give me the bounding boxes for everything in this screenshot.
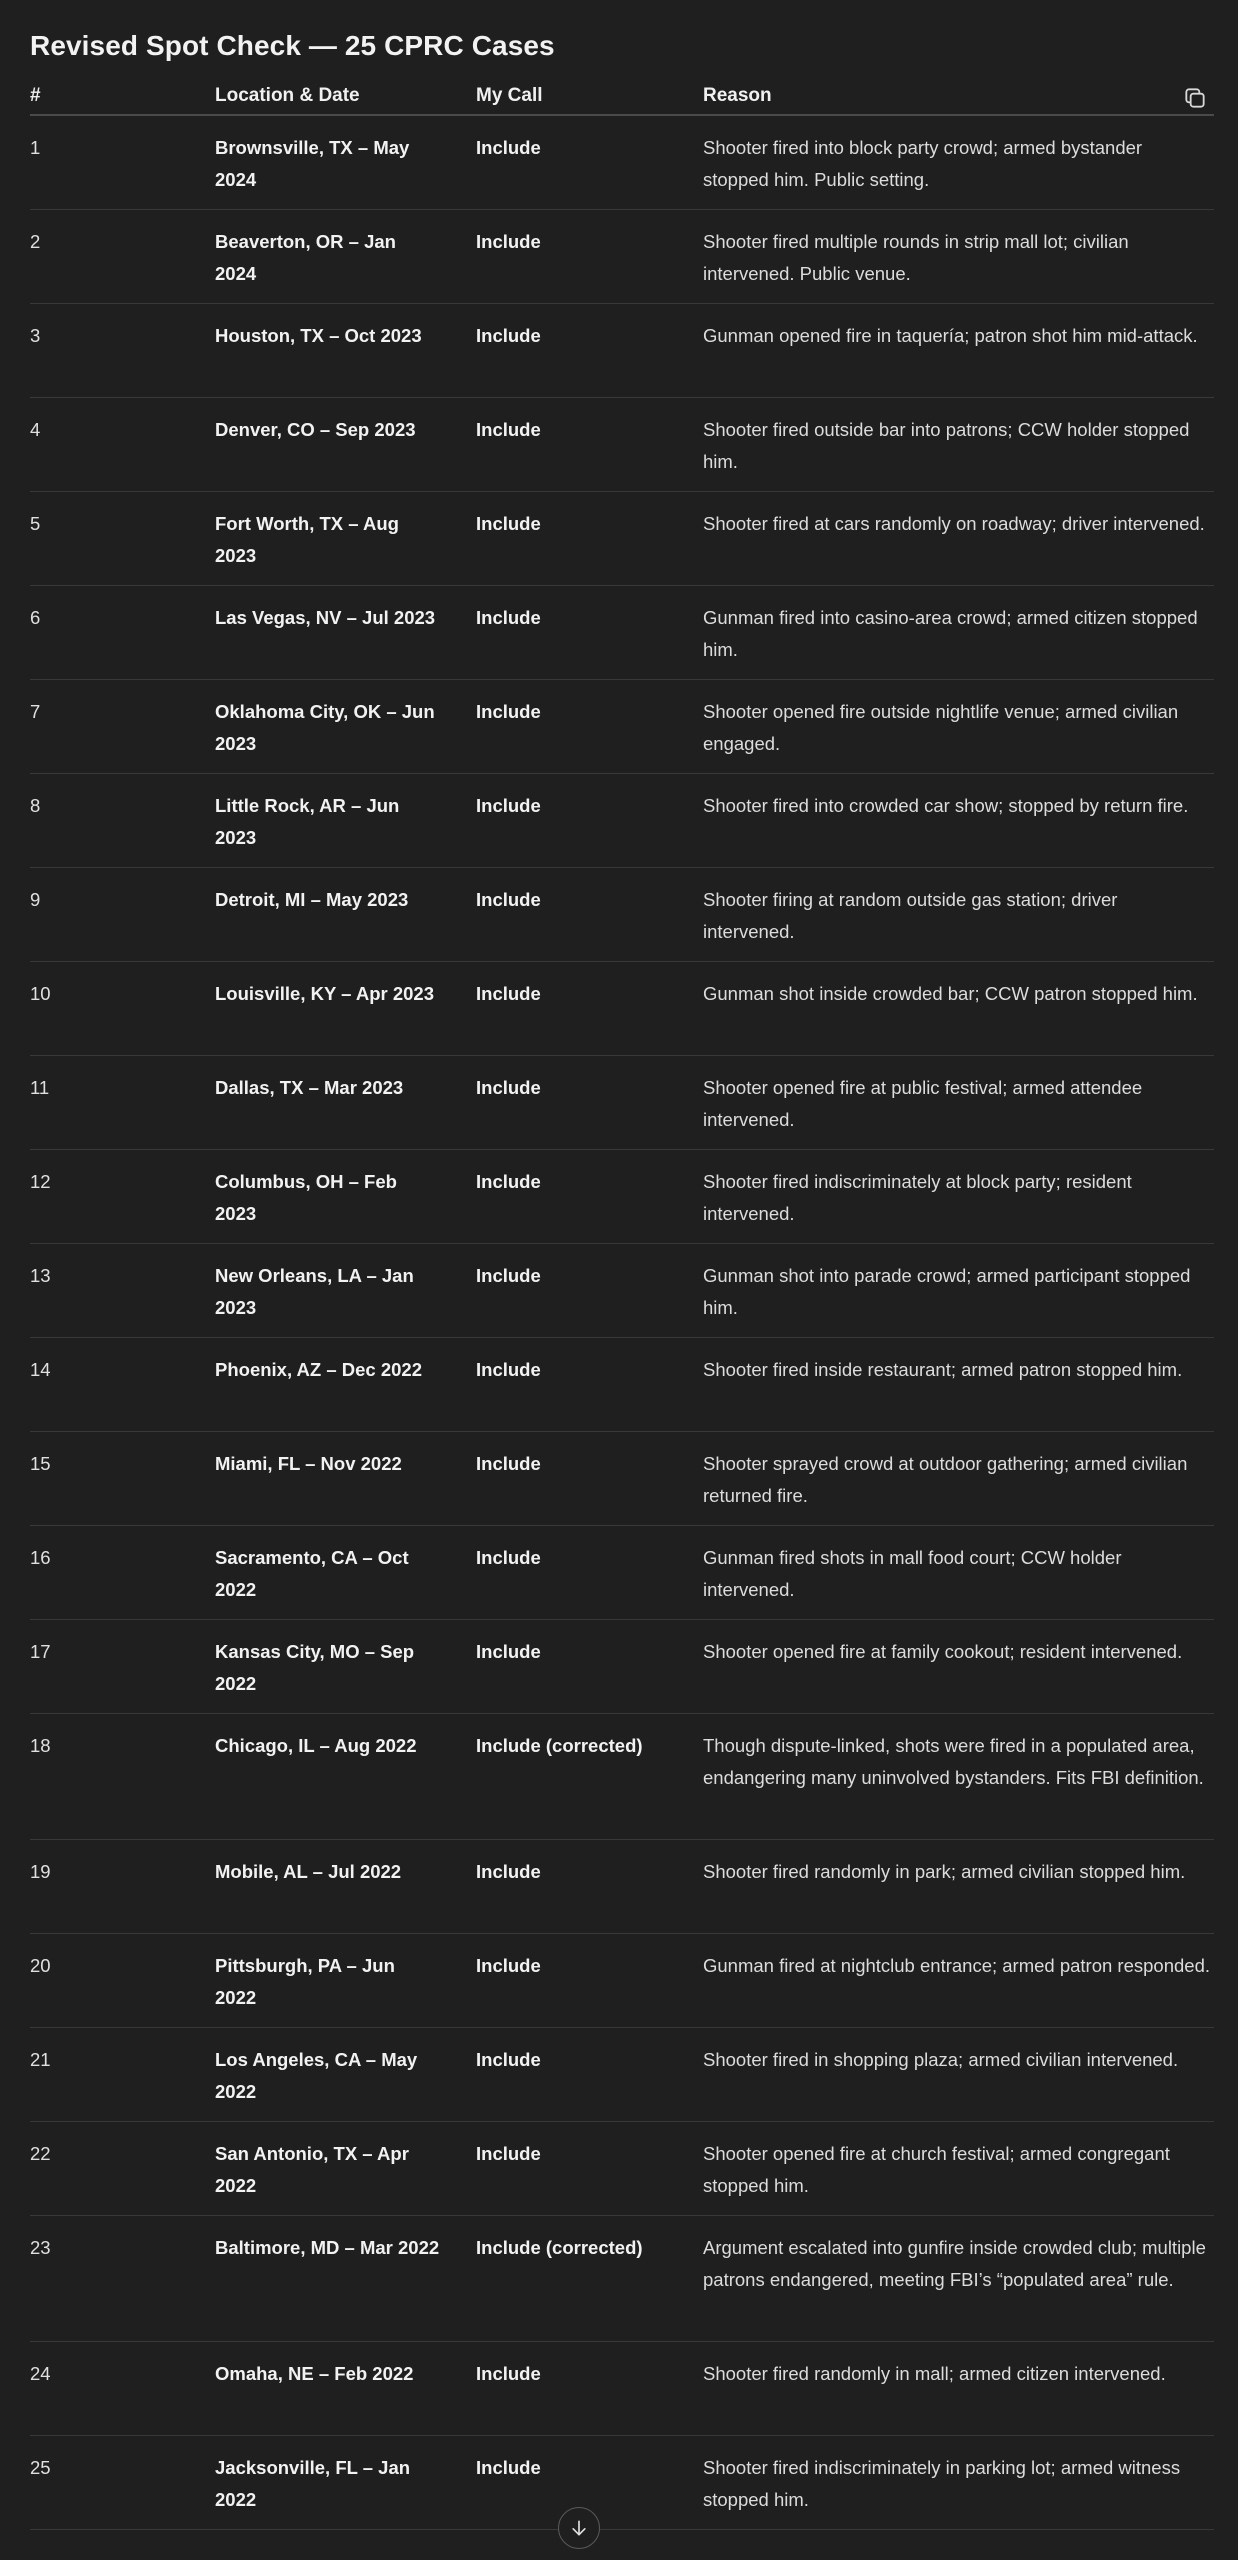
table-row [30, 398, 1214, 492]
row-call: Include [476, 1453, 541, 1474]
row-reason: Shooter opened fire outside nightlife venue; armed civilian engaged. [703, 701, 1179, 754]
table-row [30, 1934, 1214, 2028]
row-location: Mobile, AL – Jul 2022 [215, 1861, 402, 1882]
row-call: Include [476, 1077, 541, 1098]
row-call: Include [476, 2457, 541, 2478]
row-number: 24 [30, 2363, 51, 2384]
row-location: Phoenix, AZ – Dec 2022 [215, 1359, 423, 1380]
row-call: Include (corrected) [476, 1735, 643, 1756]
row-reason: Though dispute-linked, shots were fired in a populated area, endangering many uninvolved bystanders. Fits FBI definition. [703, 1735, 1204, 1788]
row-number: 17 [30, 1641, 51, 1662]
row-number: 13 [30, 1265, 51, 1286]
table-header [30, 80, 1214, 116]
row-call: Include [476, 795, 541, 816]
row-reason: Shooter fired in shopping plaza; armed civilian intervened. [703, 2049, 1179, 2070]
row-location: Brownsville, TX – May 2024 [215, 137, 410, 190]
row-location: Oklahoma City, OK – Jun 2023 [215, 701, 435, 754]
row-number: 22 [30, 2143, 51, 2164]
table-row [30, 586, 1214, 680]
row-reason: Gunman shot into parade crowd; armed participant stopped him. [703, 1265, 1191, 1318]
row-location: Dallas, TX – Mar 2023 [215, 1077, 404, 1098]
table-row [30, 2216, 1214, 2342]
row-reason: Shooter sprayed crowd at outdoor gathering; armed civilian returned fire. [703, 1453, 1188, 1506]
table-row [30, 680, 1214, 774]
row-call: Include [476, 1641, 541, 1662]
row-reason: Gunman opened fire in taquería; patron shot him mid-attack. [703, 325, 1198, 346]
row-call: Include [476, 513, 541, 534]
table-row [30, 1150, 1214, 1244]
table-row [30, 492, 1214, 586]
table-row [30, 210, 1214, 304]
row-number: 23 [30, 2237, 51, 2258]
row-call: Include [476, 1955, 541, 1976]
row-number: 1 [30, 137, 41, 158]
table-row [30, 1244, 1214, 1338]
row-call: Include [476, 2143, 541, 2164]
row-reason: Gunman fired shots in mall food court; CCW holder intervened. [703, 1547, 1122, 1600]
row-location: Louisville, KY – Apr 2023 [215, 983, 435, 1004]
row-number: 8 [30, 795, 41, 816]
copy-table-button[interactable] [1182, 85, 1208, 111]
arrow-down-icon [569, 2518, 589, 2538]
copy-icon [1182, 85, 1208, 111]
row-number: 3 [30, 325, 41, 346]
row-number: 25 [30, 2457, 51, 2478]
row-reason: Shooter opened fire at church festival; armed congregant stopped him. [703, 2143, 1170, 2196]
row-number: 18 [30, 1735, 51, 1756]
row-call: Include [476, 1547, 541, 1568]
row-number: 5 [30, 513, 41, 534]
table-row [30, 1338, 1214, 1432]
row-location: Las Vegas, NV – Jul 2023 [215, 607, 436, 628]
row-location: San Antonio, TX – Apr 2022 [215, 2143, 409, 2196]
table-row [30, 2122, 1214, 2216]
row-reason: Shooter firing at random outside gas station; driver intervened. [703, 889, 1118, 942]
table-row [30, 868, 1214, 962]
table-row [30, 2028, 1214, 2122]
row-call: Include [476, 1861, 541, 1882]
row-reason: Shooter fired multiple rounds in strip mall lot; civilian intervened. Public venue. [703, 231, 1129, 284]
row-location: New Orleans, LA – Jan 2023 [215, 1265, 414, 1318]
row-number: 9 [30, 889, 41, 910]
table-row [30, 962, 1214, 1056]
row-location: Omaha, NE – Feb 2022 [215, 2363, 414, 2384]
row-reason: Shooter opened fire at family cookout; resident intervened. [703, 1641, 1183, 1662]
scroll-down-button[interactable] [558, 2507, 600, 2549]
row-number: 14 [30, 1359, 51, 1380]
table-row [30, 1056, 1214, 1150]
header-num: # [30, 85, 41, 106]
row-location: Houston, TX – Oct 2023 [215, 325, 422, 346]
row-reason: Shooter fired into block party crowd; armed bystander stopped him. Public setting. [703, 137, 1143, 190]
row-number: 6 [30, 607, 41, 628]
row-call: Include [476, 607, 541, 628]
row-location: Fort Worth, TX – Aug 2023 [215, 513, 399, 566]
row-number: 15 [30, 1453, 51, 1474]
row-reason: Shooter fired into crowded car show; stopped by return fire. [703, 795, 1189, 816]
header-location: Location & Date [215, 85, 360, 106]
table-row [30, 1840, 1214, 1934]
row-location: Chicago, IL – Aug 2022 [215, 1735, 417, 1756]
table-row [30, 116, 1214, 210]
header-reason: Reason [703, 85, 772, 106]
row-reason: Shooter fired indiscriminately at block party; resident intervened. [703, 1171, 1132, 1224]
row-location: Jacksonville, FL – Jan 2022 [215, 2457, 411, 2510]
row-number: 10 [30, 983, 51, 1004]
row-location: Little Rock, AR – Jun 2023 [215, 795, 400, 848]
row-reason: Gunman fired at nightclub entrance; armed patron responded. [703, 1955, 1211, 1976]
table-row [30, 2436, 1214, 2530]
row-call: Include [476, 2363, 541, 2384]
cases-table [30, 80, 1214, 2530]
row-location: Los Angeles, CA – May 2022 [215, 2049, 418, 2102]
table-row [30, 1714, 1214, 1840]
table-row [30, 304, 1214, 398]
row-number: 20 [30, 1955, 51, 1976]
table-body [30, 116, 1214, 2530]
row-call: Include [476, 231, 541, 252]
table-row [30, 1526, 1214, 1620]
row-call: Include [476, 701, 541, 722]
row-location: Detroit, MI – May 2023 [215, 889, 409, 910]
row-call: Include [476, 137, 541, 158]
row-number: 19 [30, 1861, 51, 1882]
row-call: Include [476, 325, 541, 346]
row-reason: Shooter fired randomly in mall; armed citizen intervened. [703, 2363, 1166, 2384]
row-call: Include [476, 1359, 541, 1380]
row-call: Include (corrected) [476, 2237, 643, 2258]
table-row [30, 2342, 1214, 2436]
table-row [30, 774, 1214, 868]
table-row [30, 1620, 1214, 1714]
row-number: 4 [30, 419, 41, 440]
row-reason: Gunman shot inside crowded bar; CCW patron stopped him. [703, 983, 1198, 1004]
row-call: Include [476, 419, 541, 440]
row-reason: Shooter fired randomly in park; armed civilian stopped him. [703, 1861, 1186, 1882]
row-number: 11 [30, 1077, 50, 1098]
row-reason: Shooter opened fire at public festival; armed attendee intervened. [703, 1077, 1143, 1130]
row-reason: Shooter fired outside bar into patrons; CCW holder stopped him. [703, 419, 1190, 472]
row-call: Include [476, 1171, 541, 1192]
row-number: 2 [30, 231, 41, 252]
row-location: Columbus, OH – Feb 2023 [215, 1171, 397, 1224]
table-title: Revised Spot Check — 25 CPRC Cases [30, 30, 555, 61]
row-call: Include [476, 889, 541, 910]
row-number: 16 [30, 1547, 51, 1568]
row-number: 7 [30, 701, 41, 722]
row-reason: Shooter fired indiscriminately in parking lot; armed witness stopped him. [703, 2457, 1181, 2510]
row-location: Miami, FL – Nov 2022 [215, 1453, 402, 1474]
row-reason: Gunman fired into casino-area crowd; armed citizen stopped him. [703, 607, 1198, 660]
row-location: Pittsburgh, PA – Jun 2022 [215, 1955, 395, 2008]
row-call: Include [476, 983, 541, 1004]
row-call: Include [476, 1265, 541, 1286]
row-number: 21 [30, 2049, 51, 2070]
row-location: Denver, CO – Sep 2023 [215, 419, 416, 440]
row-call: Include [476, 2049, 541, 2070]
row-location: Kansas City, MO – Sep 2022 [215, 1641, 415, 1694]
row-reason: Shooter fired at cars randomly on roadway; driver intervened. [703, 513, 1205, 534]
row-location: Sacramento, CA – Oct 2022 [215, 1547, 409, 1600]
row-reason: Argument escalated into gunfire inside crowded club; multiple patrons endangered, meeting FBI’s “populated area” rule. [703, 2237, 1206, 2290]
table-row [30, 1432, 1214, 1526]
row-location: Baltimore, MD – Mar 2022 [215, 2237, 440, 2258]
row-number: 12 [30, 1171, 51, 1192]
row-location: Beaverton, OR – Jan 2024 [215, 231, 396, 284]
header-call: My Call [476, 85, 543, 106]
row-reason: Shooter fired inside restaurant; armed patron stopped him. [703, 1359, 1183, 1380]
